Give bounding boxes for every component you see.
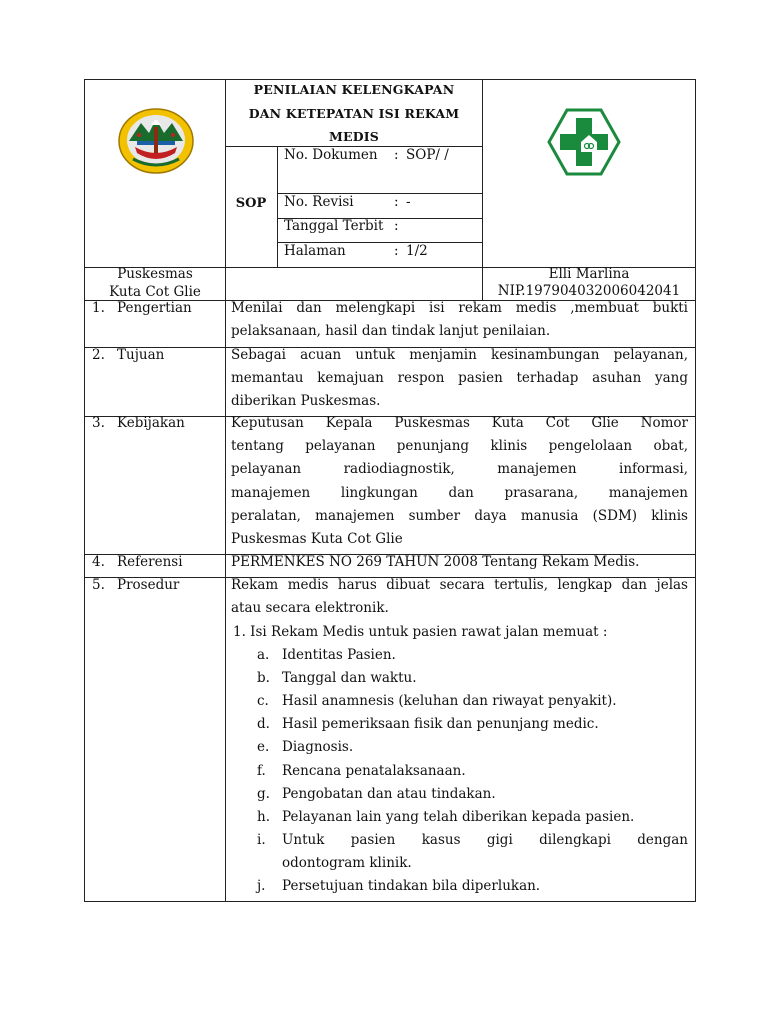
procedure-step: 1. Isi Rekam Medis untuk pasien rawat jalan memuat : [233, 624, 608, 640]
list-marker: j. [257, 878, 266, 894]
section-number: 1. [92, 300, 105, 316]
list-item [282, 829, 688, 852]
content-line: pelayanan radiodiagnostik, manajemen informasi, [231, 461, 688, 478]
list-marker: b. [257, 670, 270, 686]
section-number: 5. [92, 577, 105, 593]
section-number: 2. [92, 347, 105, 363]
content-line: memantau kemajuan respon pasien terhadap asuhan yang [231, 370, 688, 387]
list-marker: d. [257, 716, 270, 732]
list-marker: c. [257, 693, 269, 709]
content-line: diberikan Puskesmas. [231, 393, 381, 410]
content-line: Untuk pasien kasus gigi dilengkapi dengan [282, 832, 688, 848]
puskesmas-logo [547, 108, 621, 176]
list-marker: g. [257, 786, 270, 802]
content-line: Keputusan Kepala Puskesmas Kuta Cot Glie Nomor [231, 415, 688, 431]
title-line: PENILAIAN KELENGKAPAN [253, 82, 455, 97]
field-sep: : [394, 243, 399, 259]
regional-emblem-logo [117, 107, 195, 175]
org-name-line2: Kuta Cot Glie [109, 284, 201, 300]
org-name-line1: Puskesmas [117, 266, 193, 282]
field-value-no-dokumen: SOP/ / [406, 147, 449, 163]
list-item: Identitas Pasien. [282, 647, 396, 663]
section-label-kebijakan: Kebijakan [117, 415, 185, 431]
content-line: Menilai dan melengkapi isi rekam medis ,membuat bukti [231, 300, 688, 316]
list-marker: a. [257, 647, 270, 663]
title-line: MEDIS [328, 129, 380, 144]
field-value-halaman: 1/2 [406, 243, 428, 259]
list-item: Persetujuan tindakan bila diperlukan. [282, 878, 541, 894]
field-sep: : [394, 194, 399, 210]
signer-nip: NIP.197904032006042041 [497, 283, 681, 299]
section-number: 4. [92, 554, 105, 570]
section-content-kebijakan [231, 412, 688, 551]
content-line: Sebagai acuan untuk menjamin kesinambungan pelayanan, [231, 347, 688, 363]
content-line: tentang pelayanan penunjang klinis pengelolaan obat, [231, 438, 688, 455]
document-title [226, 78, 482, 149]
content-line: Rekam medis harus dibuat secara tertulis, lengkap dan jelas [231, 577, 688, 593]
sop-divider [277, 146, 278, 268]
section-content-tujuan [231, 344, 688, 414]
section-content-referensi [231, 551, 688, 574]
field-label-halaman: Halaman [284, 243, 346, 259]
list-marker: i. [257, 832, 266, 848]
list-item: Pelayanan lain yang telah diberikan kepada pasien. [282, 809, 635, 825]
field-label-no-revisi: No. Revisi [284, 194, 354, 210]
field-label-no-dokumen: No. Dokumen [284, 147, 378, 163]
section-label-tujuan: Tujuan [117, 347, 165, 363]
section-label-referensi: Referensi [117, 554, 183, 570]
list-marker: f. [257, 763, 266, 779]
title-line: DAN KETEPATAN ISI REKAM [248, 105, 460, 121]
section-label-prosedur: Prosedur [117, 577, 180, 593]
content-line: atau secara elektronik. [231, 600, 389, 617]
list-item: Hasil anamnesis (keluhan dan riwayat penyakit). [282, 693, 617, 709]
content-line: peralatan, manajemen sumber daya manusia (SDM) klinis [231, 507, 688, 524]
list-item: Rencana penatalaksanaan. [282, 763, 466, 779]
section-content-prosedur-intro [231, 574, 688, 620]
section-content-pengertian [231, 297, 688, 343]
list-marker: h. [257, 809, 270, 825]
list-item: Tanggal dan waktu. [282, 670, 417, 686]
content-line: pelaksanaan, hasil dan tindak lanjut penilaian. [231, 323, 551, 340]
content-line: PERMENKES NO 269 TAHUN 2008 Tentang Rekam Medis. [231, 554, 640, 570]
list-item-continuation: odontogram klinik. [282, 855, 412, 871]
signer-name: Elli Marlina [548, 266, 630, 282]
list-marker: e. [257, 739, 270, 755]
section-number: 3. [92, 415, 105, 431]
content-line: manajemen lingkungan dan prasarana, manajemen [231, 484, 688, 501]
field-sep: : [394, 147, 399, 163]
list-item: Pengobatan dan atau tindakan. [282, 786, 496, 802]
list-item: Diagnosis. [282, 739, 354, 755]
field-sep: : [394, 218, 399, 234]
list-item: Hasil pemeriksaan fisik dan penunjang medic. [282, 716, 599, 732]
field-label-tanggal-terbit: Tanggal Terbit [284, 218, 384, 234]
section-label-pengertian: Pengertian [117, 300, 192, 316]
field-value-no-revisi: - [406, 194, 411, 210]
sop-label: SOP [235, 196, 267, 211]
content-line: Puskesmas Kuta Cot Glie [231, 531, 403, 548]
